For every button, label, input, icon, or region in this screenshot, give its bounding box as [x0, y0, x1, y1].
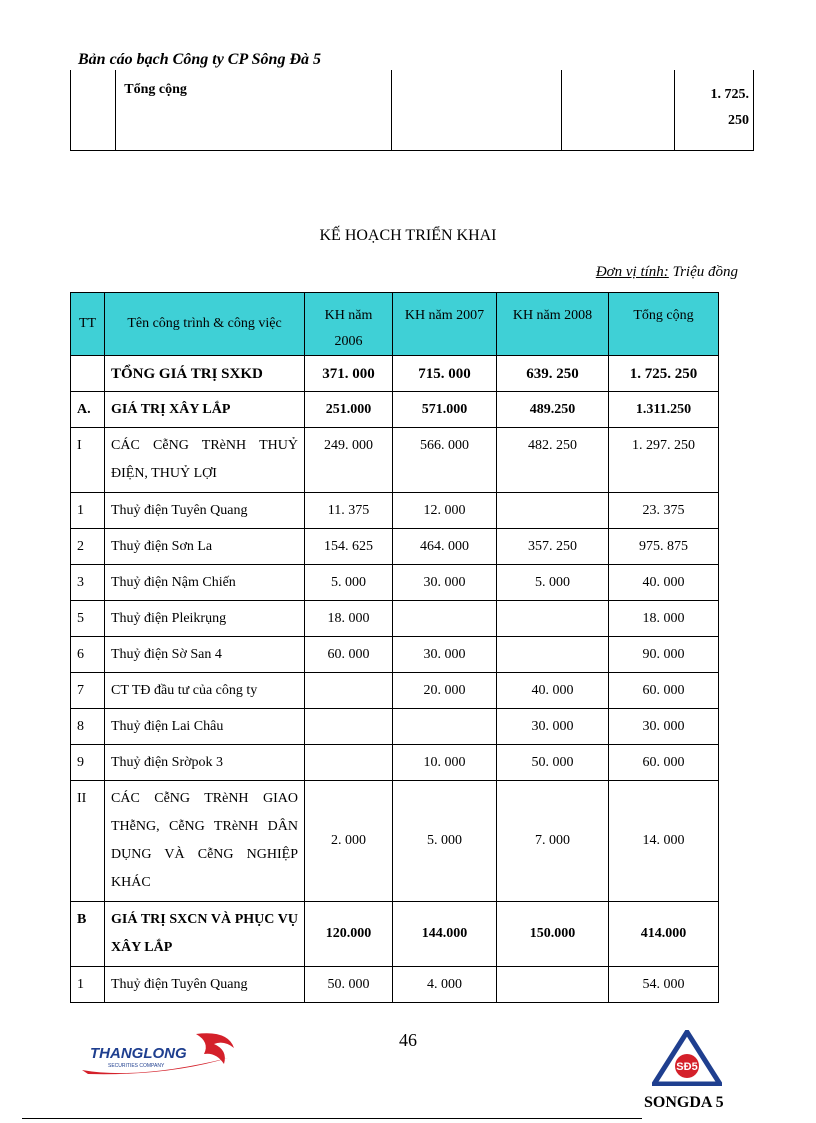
row-2007: 12. 000 [393, 493, 497, 529]
dragon-icon [196, 1033, 234, 1064]
table-row [71, 709, 719, 745]
table-row [71, 967, 719, 1003]
row-2006: 249. 000 [305, 428, 393, 493]
row-tt [71, 356, 105, 392]
row-tt: 3 [71, 565, 105, 601]
row-2008: 5. 000 [497, 565, 609, 601]
footer-divider [22, 1118, 642, 1119]
table-row [71, 392, 719, 428]
row-name: Thuỷ điện Srờpok 3 [105, 745, 305, 781]
row-tt: 1 [71, 967, 105, 1003]
row-2006: 251.000 [305, 392, 393, 428]
row-total: 18. 000 [609, 601, 719, 637]
table-row [71, 673, 719, 709]
row-tt: 8 [71, 709, 105, 745]
row-2007: 571.000 [393, 392, 497, 428]
row-2007: 10. 000 [393, 745, 497, 781]
page-number: 46 [399, 1030, 417, 1050]
plan-table [70, 292, 719, 1003]
row-2006: 60. 000 [305, 637, 393, 673]
summary-value-line: 250 [728, 113, 749, 128]
column-header-2006: KH năm 2006 [305, 293, 393, 356]
row-name: Thuỷ điện Tuyên Quang [105, 967, 305, 1003]
row-2006 [305, 709, 393, 745]
row-total: 60. 000 [609, 745, 719, 781]
row-name: Thuỷ điện Pleikrụng [105, 601, 305, 637]
row-name: GIÁ TRỊ XÂY LẮP [105, 392, 305, 428]
row-2006 [305, 673, 393, 709]
row-name: GIÁ TRỊ SXCN VÀ PHỤC VỤ XÂY LẮP [105, 902, 305, 967]
row-2007: 566. 000 [393, 428, 497, 493]
row-2006: 120.000 [305, 902, 393, 967]
row-2006: 2. 000 [305, 781, 393, 902]
row-name: CÁC CễNG TRèNH GIAO THễNG, CễNG TRèNH DÂN DỤNG VÀ CễNG NGHIỆP KHÁC [105, 781, 305, 902]
row-2008: 482. 250 [497, 428, 609, 493]
unit-label: Đơn vị tính: [595, 264, 669, 280]
summary-value-cell [674, 70, 753, 151]
logo-mark-text: SĐ5 [676, 1061, 698, 1073]
row-total: 1.311.250 [609, 392, 719, 428]
column-header-2007: KH năm 2007 [393, 293, 497, 356]
row-2007: 30. 000 [393, 565, 497, 601]
logo-subtitle: SECURITIES COMPANY [108, 1063, 165, 1069]
table-cell [562, 70, 675, 151]
row-2008: 30. 000 [497, 709, 609, 745]
row-name: Thuỷ điện Lai Châu [105, 709, 305, 745]
row-tt: II [71, 781, 105, 902]
row-total: 60. 000 [609, 673, 719, 709]
row-2008: 639. 250 [497, 356, 609, 392]
row-2007: 4. 000 [393, 967, 497, 1003]
row-total: 414.000 [609, 902, 719, 967]
row-2008 [497, 493, 609, 529]
plan-title: KẾ HOẠCH TRIỂN KHAI [319, 227, 497, 244]
songda-logo [652, 1030, 722, 1086]
column-header-total: Tổng cộng [609, 293, 719, 356]
brand-name: SONGDA 5 [644, 1094, 724, 1111]
table-row [71, 428, 719, 493]
row-2007: 20. 000 [393, 673, 497, 709]
row-2006: 371. 000 [305, 356, 393, 392]
row-2007: 30. 000 [393, 637, 497, 673]
row-2008 [497, 637, 609, 673]
table-row [71, 493, 719, 529]
table-row [71, 601, 719, 637]
row-2008: 489.250 [497, 392, 609, 428]
row-total: 54. 000 [609, 967, 719, 1003]
row-total: 40. 000 [609, 565, 719, 601]
row-tt: 1 [71, 493, 105, 529]
row-tt: 6 [71, 637, 105, 673]
table-cell [71, 70, 116, 151]
column-header-2008: KH năm 2008 [497, 293, 609, 356]
row-name: CT TĐ đầu tư của công ty [105, 673, 305, 709]
row-tt: 7 [71, 673, 105, 709]
row-2007 [393, 601, 497, 637]
row-total: 23. 375 [609, 493, 719, 529]
logo-wordmark: THANGLONG [90, 1045, 187, 1062]
document-header-title: Bản cáo bạch Công ty CP Sông Đà 5 [78, 51, 321, 68]
table-row [71, 781, 719, 902]
row-total: 1. 297. 250 [609, 428, 719, 493]
row-tt: B [71, 902, 105, 967]
row-2007: 5. 000 [393, 781, 497, 902]
row-total: 1. 725. 250 [609, 356, 719, 392]
row-name: Thuỷ điện Sơn La [105, 529, 305, 565]
row-tt: I [71, 428, 105, 493]
table-row [71, 356, 719, 392]
row-2008: 50. 000 [497, 745, 609, 781]
row-tt: A. [71, 392, 105, 428]
row-2006: 154. 625 [305, 529, 393, 565]
row-2006: 5. 000 [305, 565, 393, 601]
row-total: 30. 000 [609, 709, 719, 745]
table-cell [392, 70, 562, 151]
row-tt: 5 [71, 601, 105, 637]
row-2008: 7. 000 [497, 781, 609, 902]
row-2007: 715. 000 [393, 356, 497, 392]
row-total: 14. 000 [609, 781, 719, 902]
column-header-tt: TT [71, 293, 105, 356]
row-2008: 40. 000 [497, 673, 609, 709]
row-2006: 11. 375 [305, 493, 393, 529]
summary-label-cell: Tổng cộng [116, 70, 392, 151]
table-row [71, 70, 754, 151]
column-header-name: Tên công trình & công việc [105, 293, 305, 356]
table-row [71, 529, 719, 565]
table-row [71, 902, 719, 967]
row-tt: 9 [71, 745, 105, 781]
row-2006: 18. 000 [305, 601, 393, 637]
table-row [71, 565, 719, 601]
table-header-row [71, 293, 719, 356]
summary-value-line: 1. 725. [710, 87, 749, 102]
unit-value: Triệu đồng [668, 264, 738, 280]
top-summary-table [70, 70, 754, 151]
row-2008: 357. 250 [497, 529, 609, 565]
table-row [71, 745, 719, 781]
row-2007: 144.000 [393, 902, 497, 967]
row-name: TỔNG GIÁ TRỊ SXKD [105, 356, 305, 392]
row-total: 975. 875 [609, 529, 719, 565]
table-row [71, 637, 719, 673]
row-name: CÁC CễNG TRèNH THUỶ ĐIỆN, THUỶ LỢI [105, 428, 305, 493]
row-total: 90. 000 [609, 637, 719, 673]
row-2006: 50. 000 [305, 967, 393, 1003]
row-2008 [497, 967, 609, 1003]
unit-line [596, 264, 738, 281]
row-2007 [393, 709, 497, 745]
thanglong-logo [78, 1030, 238, 1084]
row-2007: 464. 000 [393, 529, 497, 565]
row-tt: 2 [71, 529, 105, 565]
row-name: Thuỷ điện Tuyên Quang [105, 493, 305, 529]
row-name: Thuỷ điện Nậm Chiến [105, 565, 305, 601]
row-name: Thuỷ điện Sờ San 4 [105, 637, 305, 673]
row-2008: 150.000 [497, 902, 609, 967]
row-2006 [305, 745, 393, 781]
row-2008 [497, 601, 609, 637]
